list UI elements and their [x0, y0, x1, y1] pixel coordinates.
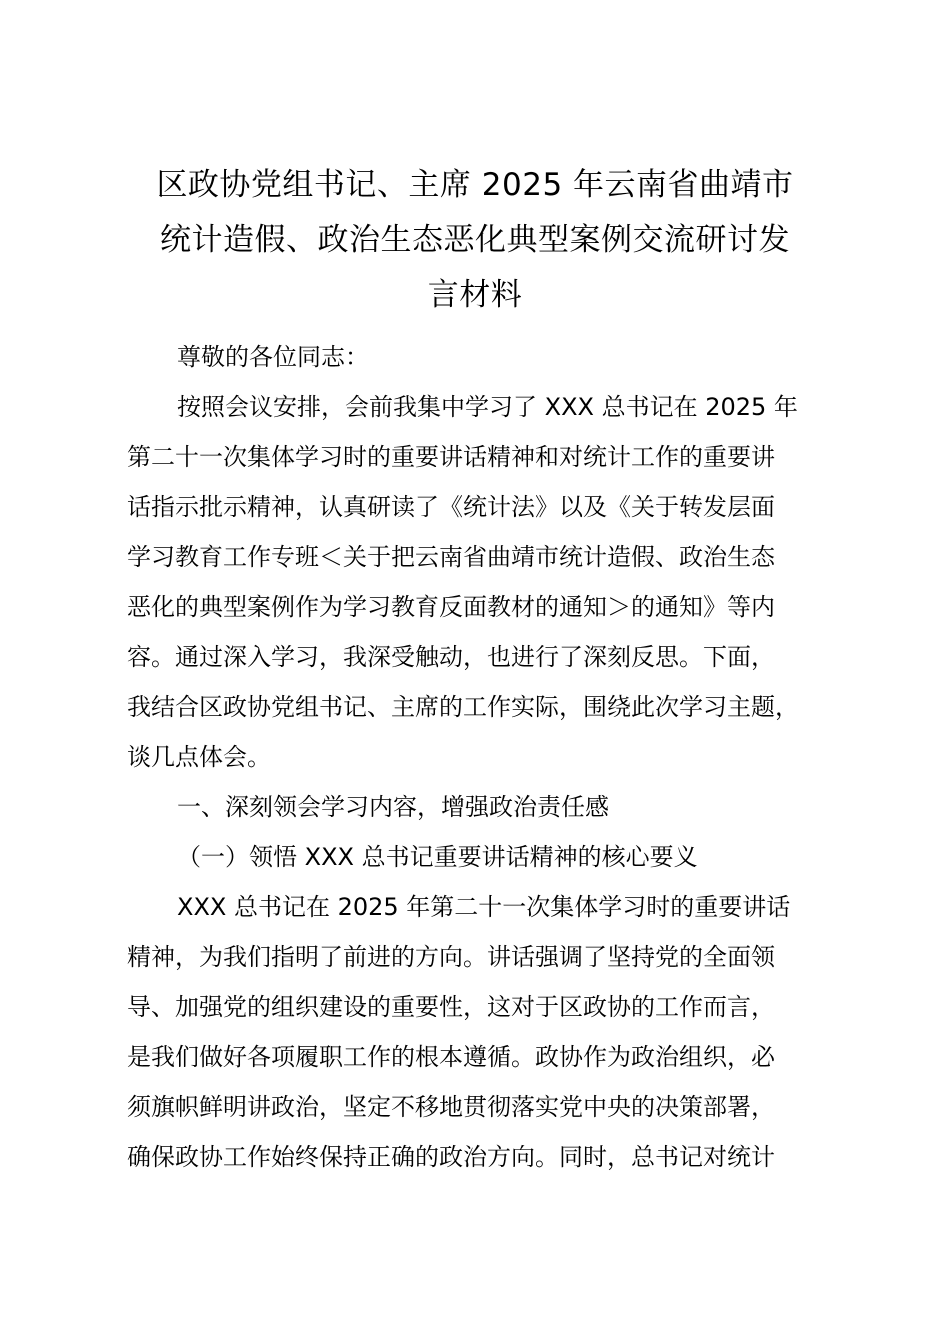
paragraph-line: 学习教育工作专班＜关于把云南省曲靖市统计造假、政治生态: [127, 543, 775, 571]
paragraph-line: 是我们做好各项履职工作的根本遵循。政协作为政治组织，必: [127, 1043, 775, 1071]
section-heading: 一、深刻领会学习内容，增强政治责任感: [177, 793, 609, 821]
paragraph-line: 话指示批示精神，认真研读了《统计法》以及《关于转发层面: [127, 493, 775, 521]
paragraph-line: 须旗帜鲜明讲政治，坚定不移地贯彻落实党中央的决策部署，: [127, 1093, 775, 1121]
paragraph-line: 容。通过深入学习，我深受触动，也进行了深刻反思。下面，: [127, 643, 775, 671]
document-body: [127, 332, 857, 1182]
paragraph-line: 我结合区政协党组书记、主席的工作实际，围绕此次学习主题，: [127, 693, 799, 721]
title-line: 区政协党组书记、主席 2025 年云南省曲靖市: [156, 167, 794, 203]
paragraph-line: XXX 总书记在 2025 年第二十一次集体学习时的重要讲话: [177, 893, 791, 921]
greeting: 尊敬的各位同志：: [177, 343, 369, 371]
paragraph-line: 按照会议安排，会前我集中学习了 XXX 总书记在 2025 年: [177, 393, 798, 421]
paragraph-line: 确保政协工作始终保持正确的政治方向。同时，总书记对统计: [127, 1143, 775, 1171]
paragraph-line: 导、加强党的组织建设的重要性，这对于区政协的工作而言，: [127, 993, 775, 1021]
document-title: [110, 158, 840, 323]
paragraph-section1: [127, 882, 857, 1182]
paragraph-line: 恶化的典型案例作为学习教育反面教材的通知＞的通知》等内: [127, 593, 775, 621]
paragraph-line: 第二十一次集体学习时的重要讲话精神和对统计工作的重要讲: [127, 443, 775, 471]
paragraph-line: 谈几点体会。: [127, 743, 271, 771]
subsection-heading: （一）领悟 XXX 总书记重要讲话精神的核心要义: [177, 843, 698, 871]
title-line: 言材料: [427, 277, 523, 313]
title-line: 统计造假、政治生态恶化典型案例交流研讨发: [160, 222, 790, 258]
paragraph-line: 精神，为我们指明了前进的方向。讲话强调了坚持党的全面领: [127, 943, 775, 971]
paragraph-intro: [127, 382, 857, 782]
